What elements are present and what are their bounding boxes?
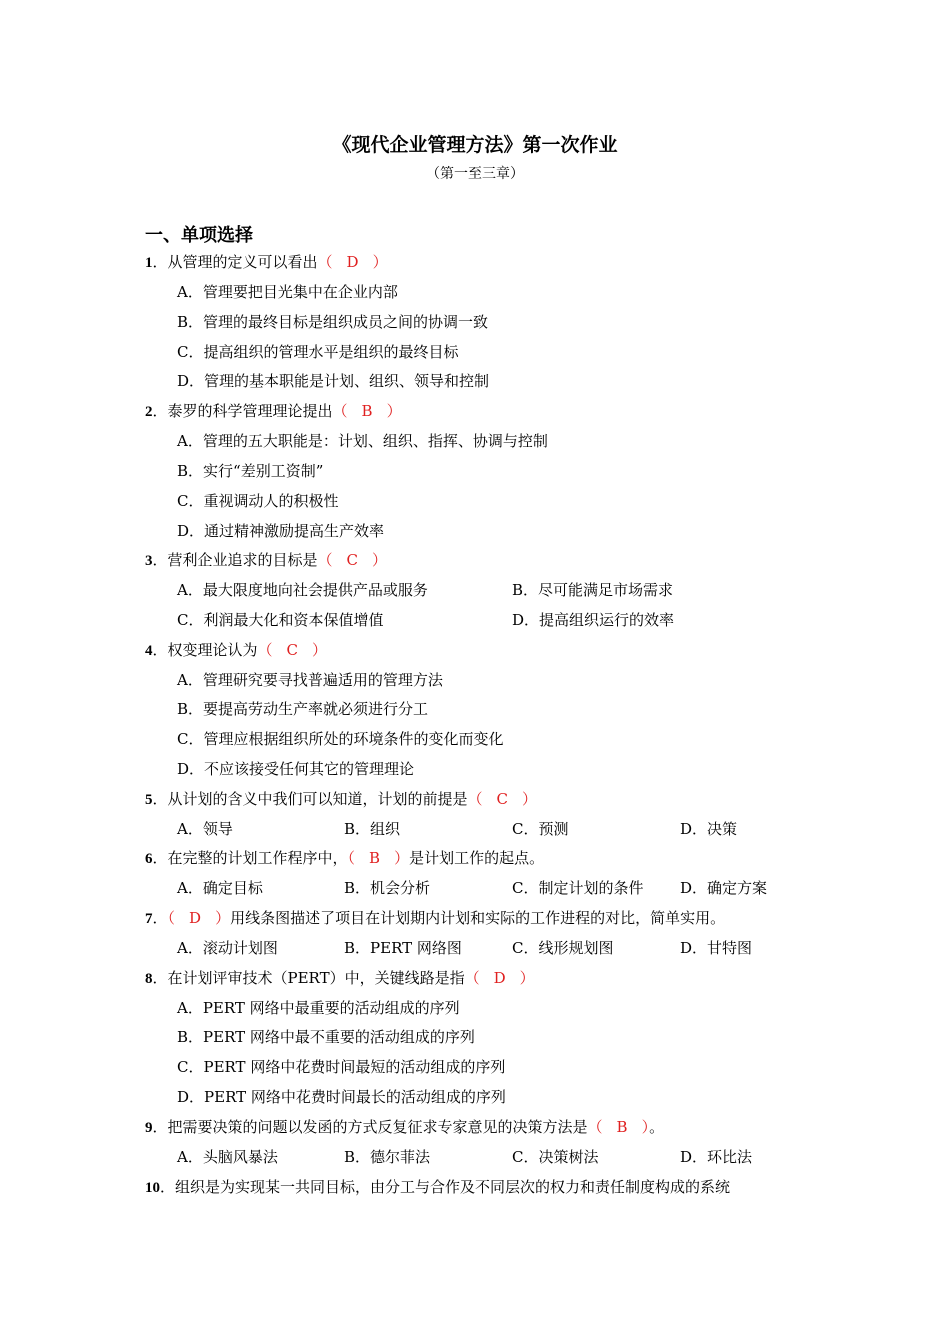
option: C．管理应根据组织所处的环境条件的变化而变化 — [177, 730, 504, 748]
option: D．提高组织运行的效率 — [512, 611, 675, 629]
option: A．管理研究要寻找普遍适用的管理方法 — [177, 671, 443, 689]
option: B．组织 — [344, 820, 401, 838]
answer-letter: D — [346, 253, 359, 271]
answer-letter: D — [189, 909, 202, 927]
option: A．滚动计划图 — [177, 939, 278, 957]
option: A．PERT 网络中最重要的活动组成的序列 — [177, 999, 460, 1017]
option: D．决策 — [680, 820, 738, 838]
option: A．头脑风暴法 — [177, 1148, 278, 1166]
option: C．利润最大化和资本保值增值 — [177, 611, 384, 629]
option: D．不应该接受任何其它的管理理论 — [177, 760, 415, 778]
option: C．决策树法 — [512, 1148, 599, 1166]
document-subtitle: （第一至三章） — [426, 166, 524, 182]
question-2: 2．泰罗的科学管理理论提出（ B ） — [145, 402, 402, 420]
answer-paren: （ B ） — [347, 849, 410, 867]
answer-letter: C — [346, 551, 359, 569]
answer-paren: （ D ） — [317, 253, 388, 271]
section-heading: 一、单项选择 — [145, 225, 253, 246]
question-7: 7．（ D ）用线条图描述了项目在计划期内计划和实际的工作进程的对比，简单实用。 — [145, 909, 726, 927]
option: D．确定方案 — [680, 879, 768, 897]
option: C．预测 — [512, 820, 569, 838]
answer-paren: （ C ） — [317, 551, 388, 569]
option: B．机会分析 — [344, 879, 431, 897]
answer-paren: （ C ） — [467, 790, 538, 808]
option: C．PERT 网络中花费时间最短的活动组成的序列 — [177, 1058, 506, 1076]
answer-paren: （ D ） — [464, 969, 535, 987]
answer-paren: （ C ） — [257, 641, 328, 659]
question-5: 5．从计划的含义中我们可以知道，计划的前提是（ C ） — [145, 790, 538, 808]
option: B．要提高劳动生产率就必须进行分工 — [177, 700, 429, 718]
answer-paren: （ B ） — [332, 402, 402, 420]
option: D．环比法 — [680, 1148, 753, 1166]
question-3: 3．营利企业追求的目标是（ C ） — [145, 551, 388, 569]
option: D．管理的基本职能是计划、组织、领导和控制 — [177, 372, 490, 390]
option: B．PERT 网络图 — [344, 939, 462, 957]
answer-letter: B — [616, 1118, 628, 1136]
option: C．提高组织的管理水平是组织的最终目标 — [177, 343, 459, 361]
option: B．管理的最终目标是组织成员之间的协调一致 — [177, 313, 489, 331]
option: A．最大限度地向社会提供产品或服务 — [177, 581, 428, 599]
answer-letter: C — [496, 790, 509, 808]
option: D．甘特图 — [680, 939, 753, 957]
option: C．重视调动人的积极性 — [177, 492, 339, 510]
document-title: 《现代企业管理方法》第一次作业 — [332, 134, 618, 156]
option: A．确定目标 — [177, 879, 263, 897]
option: D．PERT 网络中花费时间最长的活动组成的序列 — [177, 1088, 506, 1106]
answer-letter: C — [286, 641, 299, 659]
answer-paren: （ D ） — [167, 909, 231, 927]
question-1: 1．从管理的定义可以看出（ D ） — [145, 253, 388, 271]
answer-letter: B — [369, 849, 381, 867]
option: A．管理要把目光集中在企业内部 — [177, 283, 398, 301]
option: C．制定计划的条件 — [512, 879, 644, 897]
option: B．德尔菲法 — [344, 1148, 431, 1166]
option: C．线形规划图 — [512, 939, 614, 957]
answer-letter: B — [361, 402, 373, 420]
option: A．领导 — [177, 820, 233, 838]
option: A．管理的五大职能是：计划、组织、指挥、协调与控制 — [177, 432, 548, 450]
option: B．PERT 网络中最不重要的活动组成的序列 — [177, 1028, 475, 1046]
answer-letter: D — [493, 969, 506, 987]
question-4: 4．权变理论认为（ C ） — [145, 641, 328, 659]
question-9: 9．把需要决策的问题以发函的方式反复征求专家意见的决策方法是（ B ）。 — [145, 1118, 665, 1136]
option: B．实行“差别工资制” — [177, 462, 324, 480]
question-8: 8．在计划评审技术（PERT）中，关键线路是指（ D ） — [145, 969, 535, 987]
question-6: 6．在完整的计划工作程序中，（ B ）是计划工作的起点。 — [145, 849, 545, 867]
option: B．尽可能满足市场需求 — [512, 581, 674, 599]
question-10: 10．组织是为实现某一共同目标，由分工与合作及不同层次的权力和责任制度构成的系统 — [145, 1178, 731, 1196]
option: D．通过精神激励提高生产效率 — [177, 522, 385, 540]
answer-paren: （ B ） — [587, 1118, 650, 1136]
